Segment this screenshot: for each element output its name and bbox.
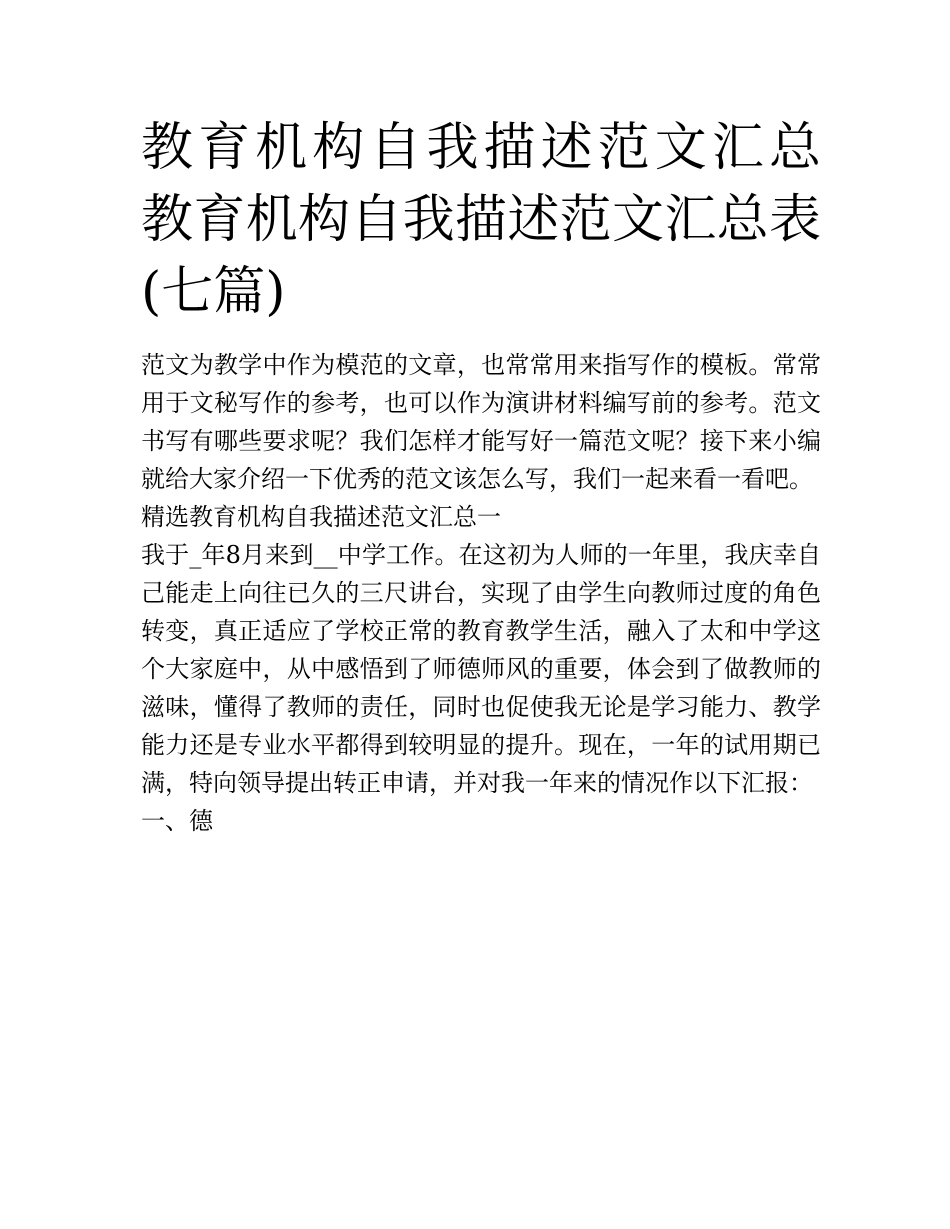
section-heading: 精选教育机构自我描述范文汇总一 [141,503,501,531]
document-body [141,346,821,840]
subheading: 一、德 [141,807,213,835]
document-content [141,112,821,840]
intro-paragraph: 范文为教学中作为模范的文章，也常常用来指写作的模板。常常用于文秘写作的参考，也可以作为演讲材料编写前的参考。范文书写有哪些要求呢？我们怎样才能写好一篇范文呢？接下来小编就给大家介绍一下优秀的范文该怎么写，我们一起来看一看吧。 [141,351,821,493]
section-paragraph: 我于_年8月来到__中学工作。在这初为人师的一年里，我庆幸自己能走上向往已久的三尺讲台，实现了由学生向教师过度的角色转变，真正适应了学校正常的教育教学生活，融入了太和中学这个大家庭中，从中感悟到了师德师风的重要，体会到了做教师的滋味，懂得了教师的责任，同时也促使我无论是学习能力、教学能力还是专业水平都得到较明显的提升。现在，一年的试用期已满，特向领导提出转正申请，并对我一年来的情况作以下汇报： [141,541,821,797]
document-title: 教育机构自我描述范文汇总 教育机构自我描述范文汇总表(七篇) [141,118,821,322]
